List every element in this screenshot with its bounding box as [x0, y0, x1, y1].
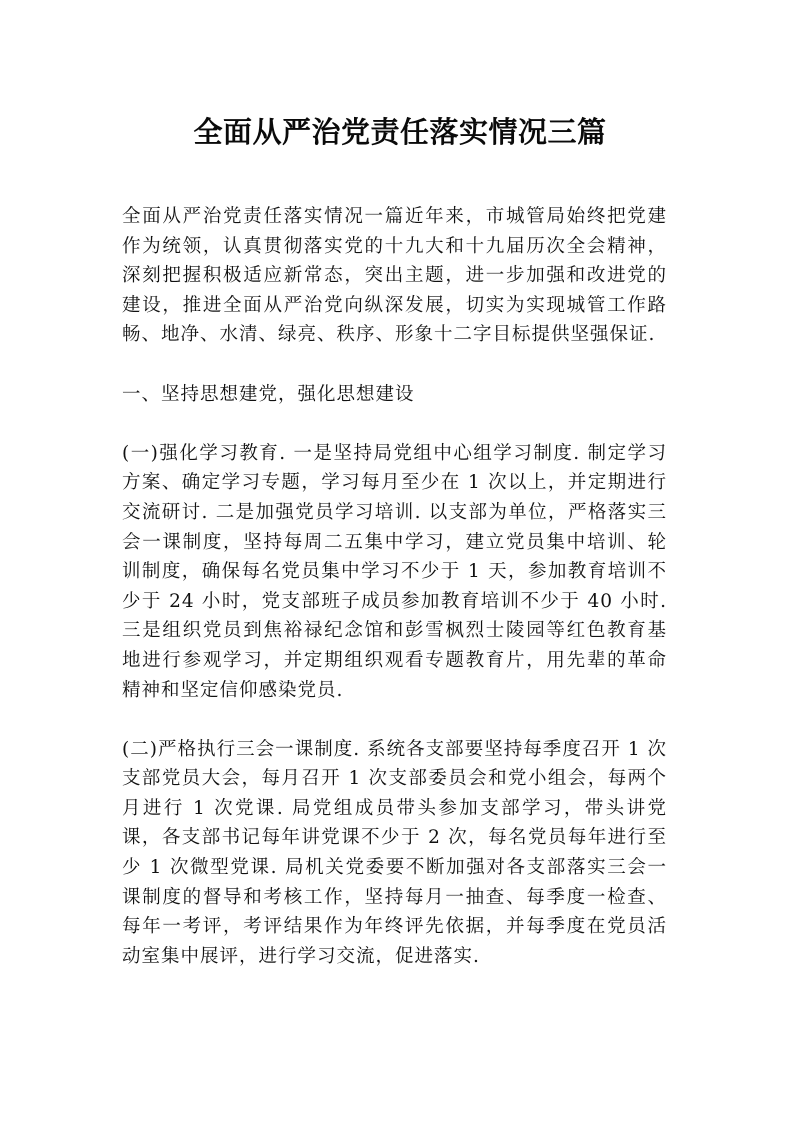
document-title: 全面从严治党责任落实情况三篇	[193, 115, 607, 149]
section-heading-1: 一、坚持思想建党，强化思想建设	[122, 383, 415, 405]
paragraph-intro: 全面从严治党责任落实情况一篇近年来，市城管局始终把党建作为统领，认真贯彻落实党的十九大和十九届历次全会精神，深刻把握积极适应新常态，突出主题，进一步加强和改进党的建设，推进全面从严治党向纵深发展，切实为实现城管工作路畅、地净、水清、绿亮、秩序、形象十二字目标提供坚强保证.	[122, 206, 667, 346]
paragraph-study-education: (一)强化学习教育. 一是坚持局党组中心组学习制度. 制定学习方案、确定学习专题，学习每月至少在 1 次以上，并定期进行交流研讨. 二是加强党员学习培训. 以支部为单位，严格落实三会一课制度，坚持每周二五集中学习，建立党员集中培训、轮训制度，确保每名党员集中学习不少于 1 天，参加教育培训不少于 24 小时，党支部班子成员参加教育培训不少于 40 小时. 三是组织党员到焦裕禄纪念馆和彭雪枫烈士陵园等红色教育基地进行参观学习，并定期组织观看专题教育片，用先辈的革命精神和坚定信仰感染党员.	[122, 442, 667, 701]
document-body	[122, 202, 667, 1001]
paragraph-meeting-system: (二)严格执行三会一课制度. 系统各支部要坚持每季度召开 1 次支部党员大会，每月召开 1 次支部委员会和党小组会，每两个月进行 1 次党课. 局党组成员带头参加支部学习，带头讲党课，各支部书记每年讲党课不少于 2 次，每名党员每年进行至少 1 次微型党课. 局机关党委要不断加强对各支部落实三会一课制度的督导和考核工作，坚持每月一抽查、每季度一检查、每年一考评，考评结果作为年终评先依据，并每季度在党员活动室集中展评，进行学习交流，促进落实.	[122, 738, 667, 967]
